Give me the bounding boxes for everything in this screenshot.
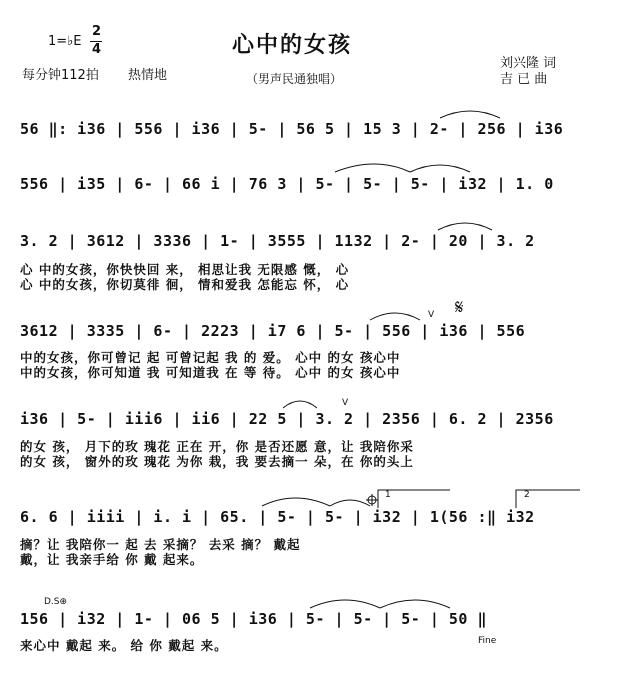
score-line-5: i36 | 5- | iii6 | ii6 | 22 5 | 3. 2 | 2356 | 6. 2 | 2356 xyxy=(20,410,554,428)
time-signature-denominator: 4 xyxy=(92,42,102,57)
lyrics-line-6-verse-1: 摘？让 我陪你一 起 去 采摘？ 去采 摘？ 戴起 xyxy=(20,537,301,552)
score-line-6: 6. 6 | iiii | i. i | 65. | 5- | 5- | i32 | 1(56 :‖ i32 xyxy=(20,508,535,526)
volta-1-label: 1 xyxy=(385,490,391,500)
slur-line-6b xyxy=(330,500,370,506)
lyrics-line-4-verse-1: 中的女孩，你可曾记 起 可曾记起 我 的 爱。 心中 的女 孩心中 xyxy=(20,350,401,365)
mood-marking: 热情地 xyxy=(128,68,168,83)
lyrics-line-5-verse-2: 的女 孩， 窗外的玫 瑰花 为你 栽，我 要去摘一 朵，在 你的头上 xyxy=(20,454,414,469)
volta-1-bracket xyxy=(378,490,450,508)
score-line-3: 3. 2 | 3612 | 3336 | 1- | 3555 | 1132 | 2- | 20 | 3. 2 xyxy=(20,232,535,250)
key-signature: 1=♭E xyxy=(48,34,82,49)
lyrics-line-3-verse-1: 心 中的女孩，你快快回 来， 相思让我 无限感 慨， 心 xyxy=(20,262,350,277)
slur-line-3 xyxy=(438,223,492,230)
tempo-marking: 每分钟112拍 xyxy=(22,68,99,83)
lyrics-line-3-verse-2: 心 中的女孩，你切莫徘 徊， 情和爱我 怎能忘 怀， 心 xyxy=(20,277,350,292)
time-signature-numerator: 2 xyxy=(92,24,102,39)
slur-line-7b xyxy=(380,600,450,608)
slur-line-2b xyxy=(410,165,470,172)
ds-coda-marking: D.S⊕ xyxy=(44,597,68,607)
song-title: 心中的女孩 xyxy=(232,33,353,58)
slur-line-5 xyxy=(283,401,317,408)
lyrics-line-4-verse-2: 中的女孩，你可知道 我 可知道我 在 等 待。 心中 的女 孩心中 xyxy=(20,365,401,380)
slur-line-2a xyxy=(335,164,410,172)
score-line-7: 156 | i32 | 1- | 06 5 | i36 | 5- | 5- | 5- | 50 ‖ xyxy=(20,610,488,628)
volta-2-bracket xyxy=(516,490,580,508)
slur-line-6a xyxy=(262,498,330,506)
slur-line-1 xyxy=(440,111,500,118)
lyricist-credit: 刘兴隆 词 xyxy=(500,56,557,71)
composer-credit: 吉 已 曲 xyxy=(500,72,548,87)
slur-line-4 xyxy=(370,313,420,320)
score-line-1: 56 ‖: i36 | 556 | i36 | 5- | 56 5 | 15 3 | 2- | 256 | i36 xyxy=(20,120,564,138)
score-line-2: 556 | i35 | 6- | 66 i | 76 3 | 5- | 5- | 5- | i32 | 1. 0 xyxy=(20,175,554,193)
segno-sign: 𝄋 xyxy=(455,295,464,319)
lyrics-line-7-verse-1: 来心中 戴起 来。 给 你 戴起 来。 xyxy=(20,638,228,653)
lyrics-line-6-verse-2: 戴，让 我亲手给 你 戴 起来。 xyxy=(20,552,204,567)
lyrics-line-5-verse-1: 的女 孩， 月下的玫 瑰花 正在 开，你 是否还愿 意，让 我陪你采 xyxy=(20,439,414,454)
score-line-4: 3612 | 3335 | 6- | 2223 | i7 6 | 5- | 556 | i36 | 556 xyxy=(20,322,526,340)
volta-2-label: 2 xyxy=(524,490,530,500)
breath-mark: V xyxy=(428,310,435,320)
breath-mark-2: V xyxy=(342,398,349,408)
voice-type: （男声民通独唱） xyxy=(246,72,343,86)
fine-marking: Fine xyxy=(478,636,497,646)
slur-line-7a xyxy=(310,600,380,608)
